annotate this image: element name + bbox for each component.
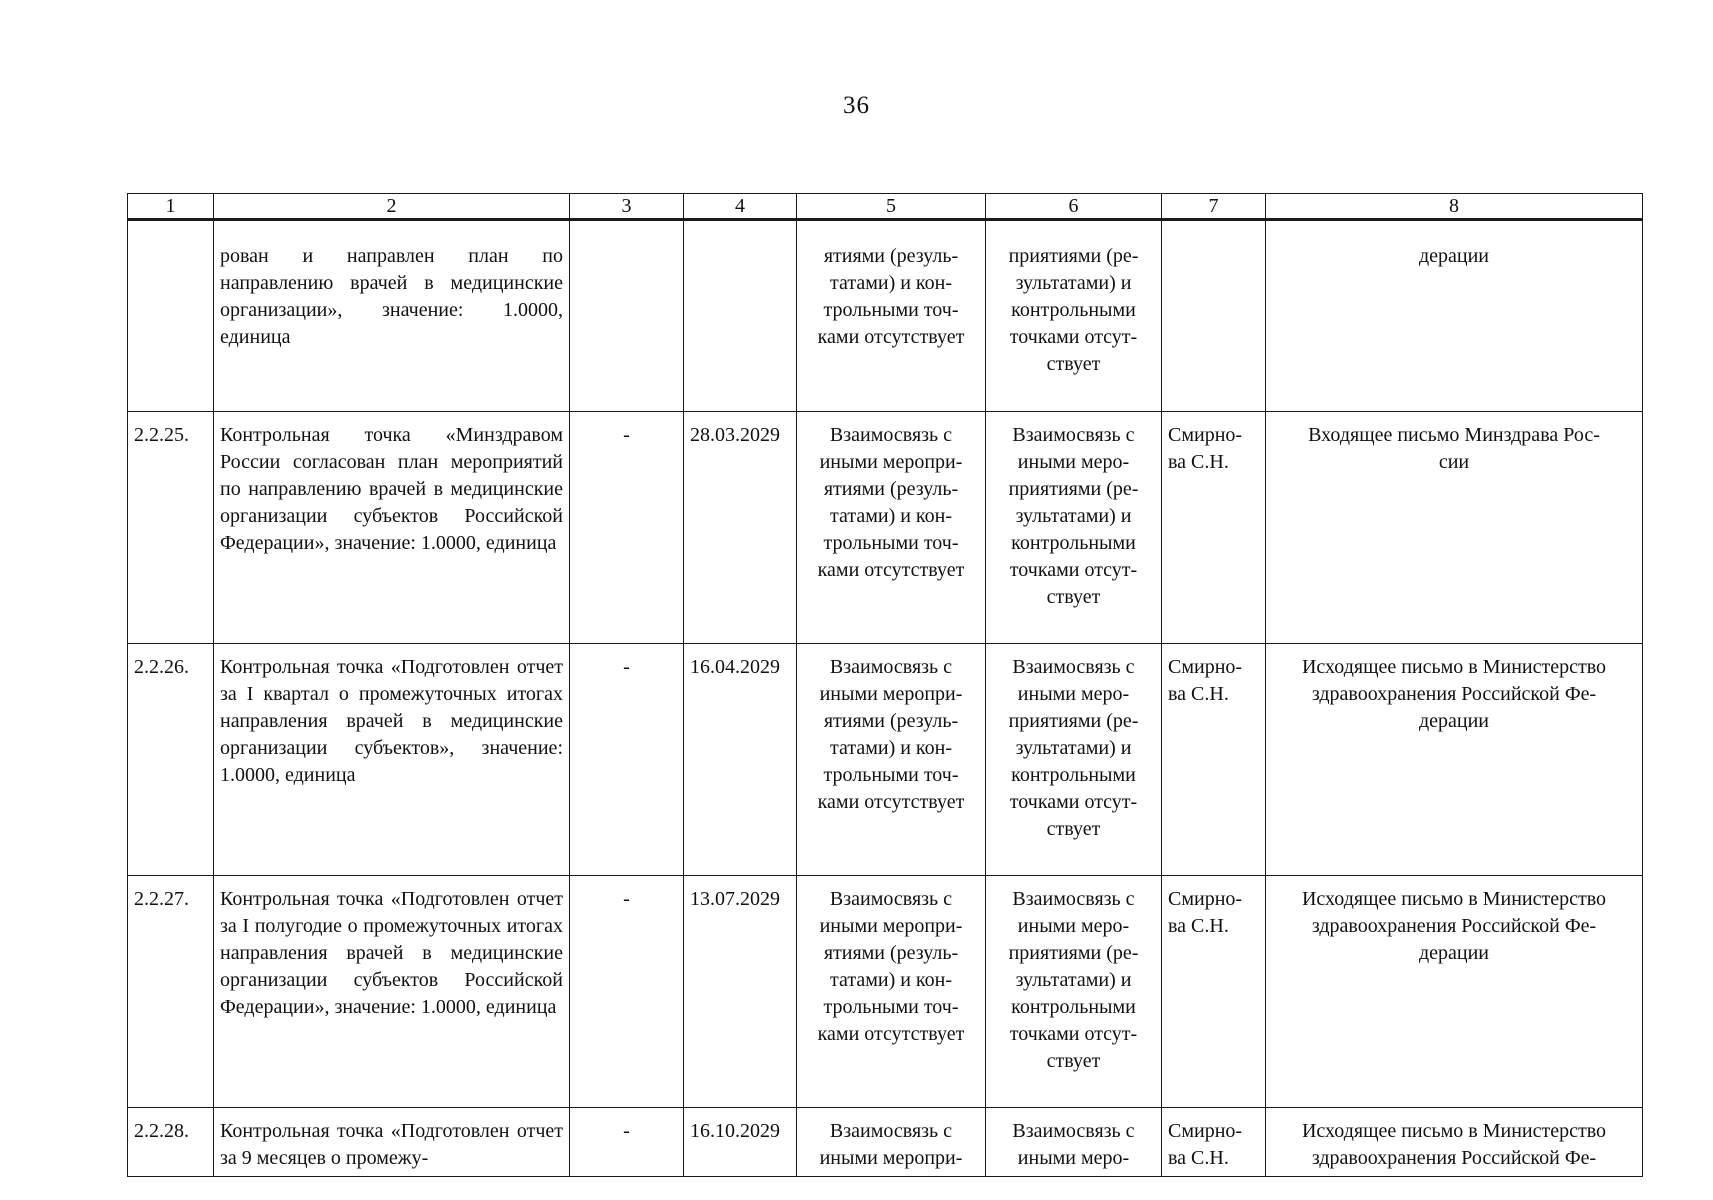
column-header: 2 <box>214 194 570 220</box>
plan-table <box>127 193 1643 1177</box>
item-number: 2.2.26. <box>128 644 214 876</box>
item-description: рован и направлен план по направлению врачей в медицинские организации», значение: 1.0000, единица <box>214 220 570 412</box>
item-relation-5: Взаимосвязь с иными меропри- ятиями (резуль- татами) и кон- трольными точ- ками отсутствует <box>797 644 986 876</box>
table-row <box>128 412 1643 644</box>
item-document: Входящее письмо Минздрава Рос- сии <box>1266 412 1643 644</box>
table-row <box>128 1108 1643 1177</box>
table-row <box>128 876 1643 1108</box>
column-header: 7 <box>1162 194 1266 220</box>
item-date <box>684 220 797 412</box>
item-relation-6: Взаимосвязь с иными меро- <box>986 1108 1162 1177</box>
item-document: Исходящее письмо в Министерство здравоохранения Российской Фе- <box>1266 1108 1643 1177</box>
item-col3: - <box>570 876 684 1108</box>
column-header: 6 <box>986 194 1162 220</box>
item-relation-5: Взаимосвязь с иными меропри- <box>797 1108 986 1177</box>
table-row <box>128 220 1643 412</box>
item-responsible: Смирно- ва С.Н. <box>1162 876 1266 1108</box>
item-relation-6: приятиями (ре- зультатами) и контрольными точками отсут- ствует <box>986 220 1162 412</box>
item-relation-5: Взаимосвязь с иными меропри- ятиями (резуль- татами) и кон- трольными точ- ками отсутствует <box>797 412 986 644</box>
item-relation-6: Взаимосвязь с иными меро- приятиями (ре- зультатами) и контрольными точками отсут- ствует <box>986 876 1162 1108</box>
item-document: Исходящее письмо в Министерство здравоохранения Российской Фе- дерации <box>1266 876 1643 1108</box>
item-description: Контрольная точка «Подготовлен отчет за I квартал о промежуточных итогах направления врачей в медицинские организации субъектов», значение: 1.0000, единица <box>214 644 570 876</box>
item-number <box>128 220 214 412</box>
item-description: Контрольная точка «Подготовлен отчет за I полугодие о промежуточных итогах направления врачей в медицинские организации субъектов Российской Федерации», значение: 1.0000, единица <box>214 876 570 1108</box>
item-responsible: Смирно- ва С.Н. <box>1162 1108 1266 1177</box>
item-description: Контрольная точка «Минздравом России согласован план мероприятий по направлению врачей в медицинские организации субъектов Российской Федерации», значение: 1.0000, единица <box>214 412 570 644</box>
table-row <box>128 644 1643 876</box>
item-responsible: Смирно- ва С.Н. <box>1162 644 1266 876</box>
column-header: 5 <box>797 194 986 220</box>
column-header: 8 <box>1266 194 1643 220</box>
page-number: 36 <box>843 92 870 119</box>
item-date: 28.03.2029 <box>684 412 797 644</box>
table-header-row <box>128 194 1643 220</box>
item-relation-6: Взаимосвязь с иными меро- приятиями (ре- зультатами) и контрольными точками отсут- ствует <box>986 412 1162 644</box>
column-header: 3 <box>570 194 684 220</box>
column-header: 4 <box>684 194 797 220</box>
item-description: Контрольная точка «Подготовлен отчет за 9 месяцев о промежу- <box>214 1108 570 1177</box>
item-date: 16.04.2029 <box>684 644 797 876</box>
item-number: 2.2.25. <box>128 412 214 644</box>
item-date: 16.10.2029 <box>684 1108 797 1177</box>
item-col3: - <box>570 412 684 644</box>
item-date: 13.07.2029 <box>684 876 797 1108</box>
item-col3: - <box>570 1108 684 1177</box>
item-number: 2.2.28. <box>128 1108 214 1177</box>
item-relation-5: ятиями (резуль- татами) и кон- трольными точ- ками отсутствует <box>797 220 986 412</box>
item-document: Исходящее письмо в Министерство здравоохранения Российской Фе- дерации <box>1266 644 1643 876</box>
item-col3 <box>570 220 684 412</box>
item-relation-5: Взаимосвязь с иными меропри- ятиями (резуль- татами) и кон- трольными точ- ками отсутствует <box>797 876 986 1108</box>
item-col3: - <box>570 644 684 876</box>
item-document: дерации <box>1266 220 1643 412</box>
item-relation-6: Взаимосвязь с иными меро- приятиями (ре- зультатами) и контрольными точками отсут- ствует <box>986 644 1162 876</box>
item-responsible <box>1162 220 1266 412</box>
column-header: 1 <box>128 194 214 220</box>
item-responsible: Смирно- ва С.Н. <box>1162 412 1266 644</box>
item-number: 2.2.27. <box>128 876 214 1108</box>
